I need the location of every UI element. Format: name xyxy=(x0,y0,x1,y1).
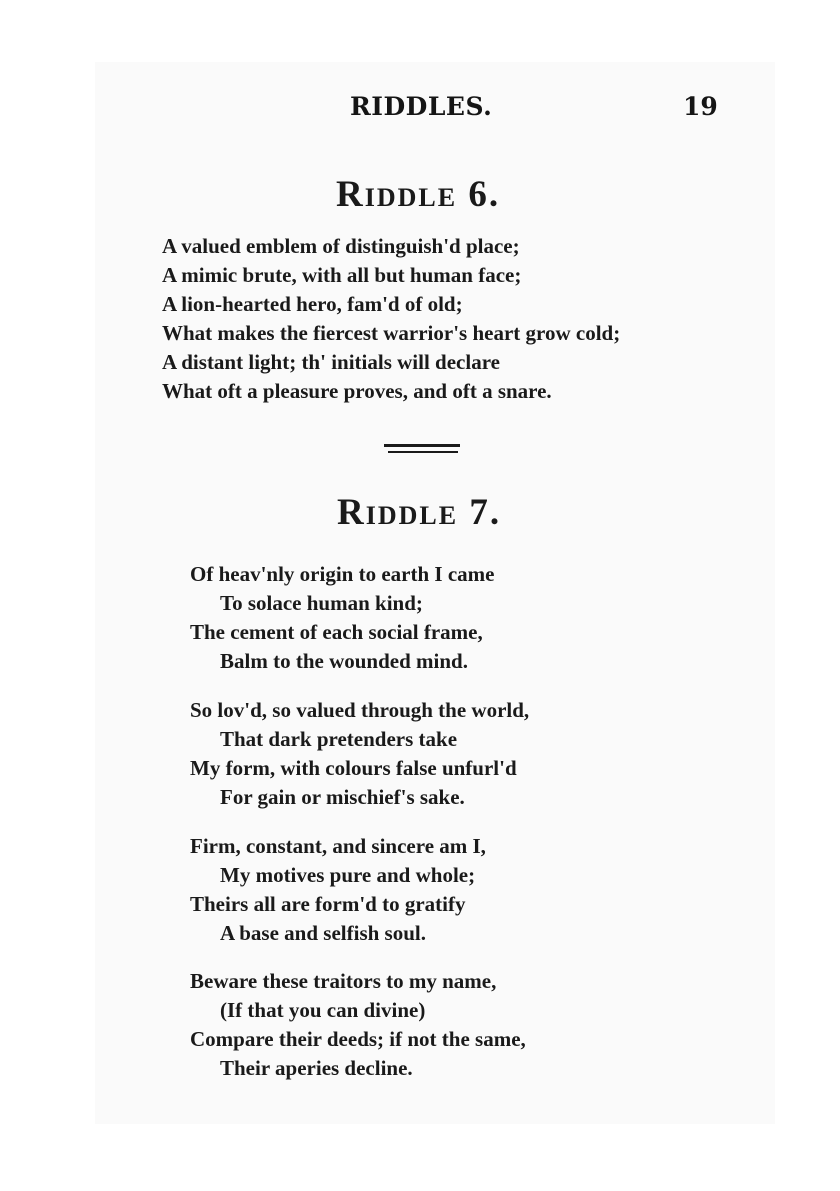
riddle-6-title: Riddle 6. xyxy=(336,174,501,215)
verse-line: Theirs all are form'd to gratify xyxy=(190,892,466,916)
verse-line: So lov'd, so valued through the world, xyxy=(190,698,530,722)
verse-line-indented: For gain or mischief's sake. xyxy=(220,785,465,809)
verse-line-indented: A base and selfish soul. xyxy=(220,921,426,945)
verse-line: A valued emblem of distinguish'd place; xyxy=(162,234,520,258)
running-title: RIDDLES. xyxy=(350,92,493,121)
verse-line: Compare their deeds; if not the same, xyxy=(190,1027,526,1051)
verse-line-indented: (If that you can divine) xyxy=(220,998,426,1022)
running-header xyxy=(0,92,840,122)
riddle-7-stanza-4 xyxy=(190,967,526,1083)
riddle-7-title: Riddle 7. xyxy=(337,492,502,533)
verse-line-indented: Balm to the wounded mind. xyxy=(220,649,468,673)
verse-line: My form, with colours false unfurl'd xyxy=(190,756,517,780)
divider-rule-bottom xyxy=(388,451,458,453)
riddle-6-verse xyxy=(162,232,620,406)
verse-line: Of heav'nly origin to earth I came xyxy=(190,562,495,586)
verse-line: Beware these traitors to my name, xyxy=(190,969,497,993)
verse-line: What oft a pleasure proves, and oft a snare. xyxy=(162,379,552,403)
riddle-7-stanza-3 xyxy=(190,832,486,948)
verse-line: A distant light; th' initials will declare xyxy=(162,350,500,374)
page-number: 19 xyxy=(683,92,718,121)
verse-line-indented: My motives pure and whole; xyxy=(220,863,476,887)
riddle-7-stanza-1 xyxy=(190,560,494,676)
verse-line-indented: Their aperies decline. xyxy=(220,1056,413,1080)
riddle-7-stanza-2 xyxy=(190,696,529,812)
verse-line: A lion-hearted hero, fam'd of old; xyxy=(162,292,463,316)
divider-rule-top xyxy=(384,444,460,447)
verse-line: What makes the fiercest warrior's heart grow cold; xyxy=(162,321,621,345)
verse-line: The cement of each social frame, xyxy=(190,620,483,644)
verse-line-indented: That dark pretenders take xyxy=(220,727,458,751)
verse-line: A mimic brute, with all but human face; xyxy=(162,263,522,287)
section-divider xyxy=(384,444,460,456)
verse-line-indented: To solace human kind; xyxy=(220,591,423,615)
verse-line: Firm, constant, and sincere am I, xyxy=(190,834,486,858)
